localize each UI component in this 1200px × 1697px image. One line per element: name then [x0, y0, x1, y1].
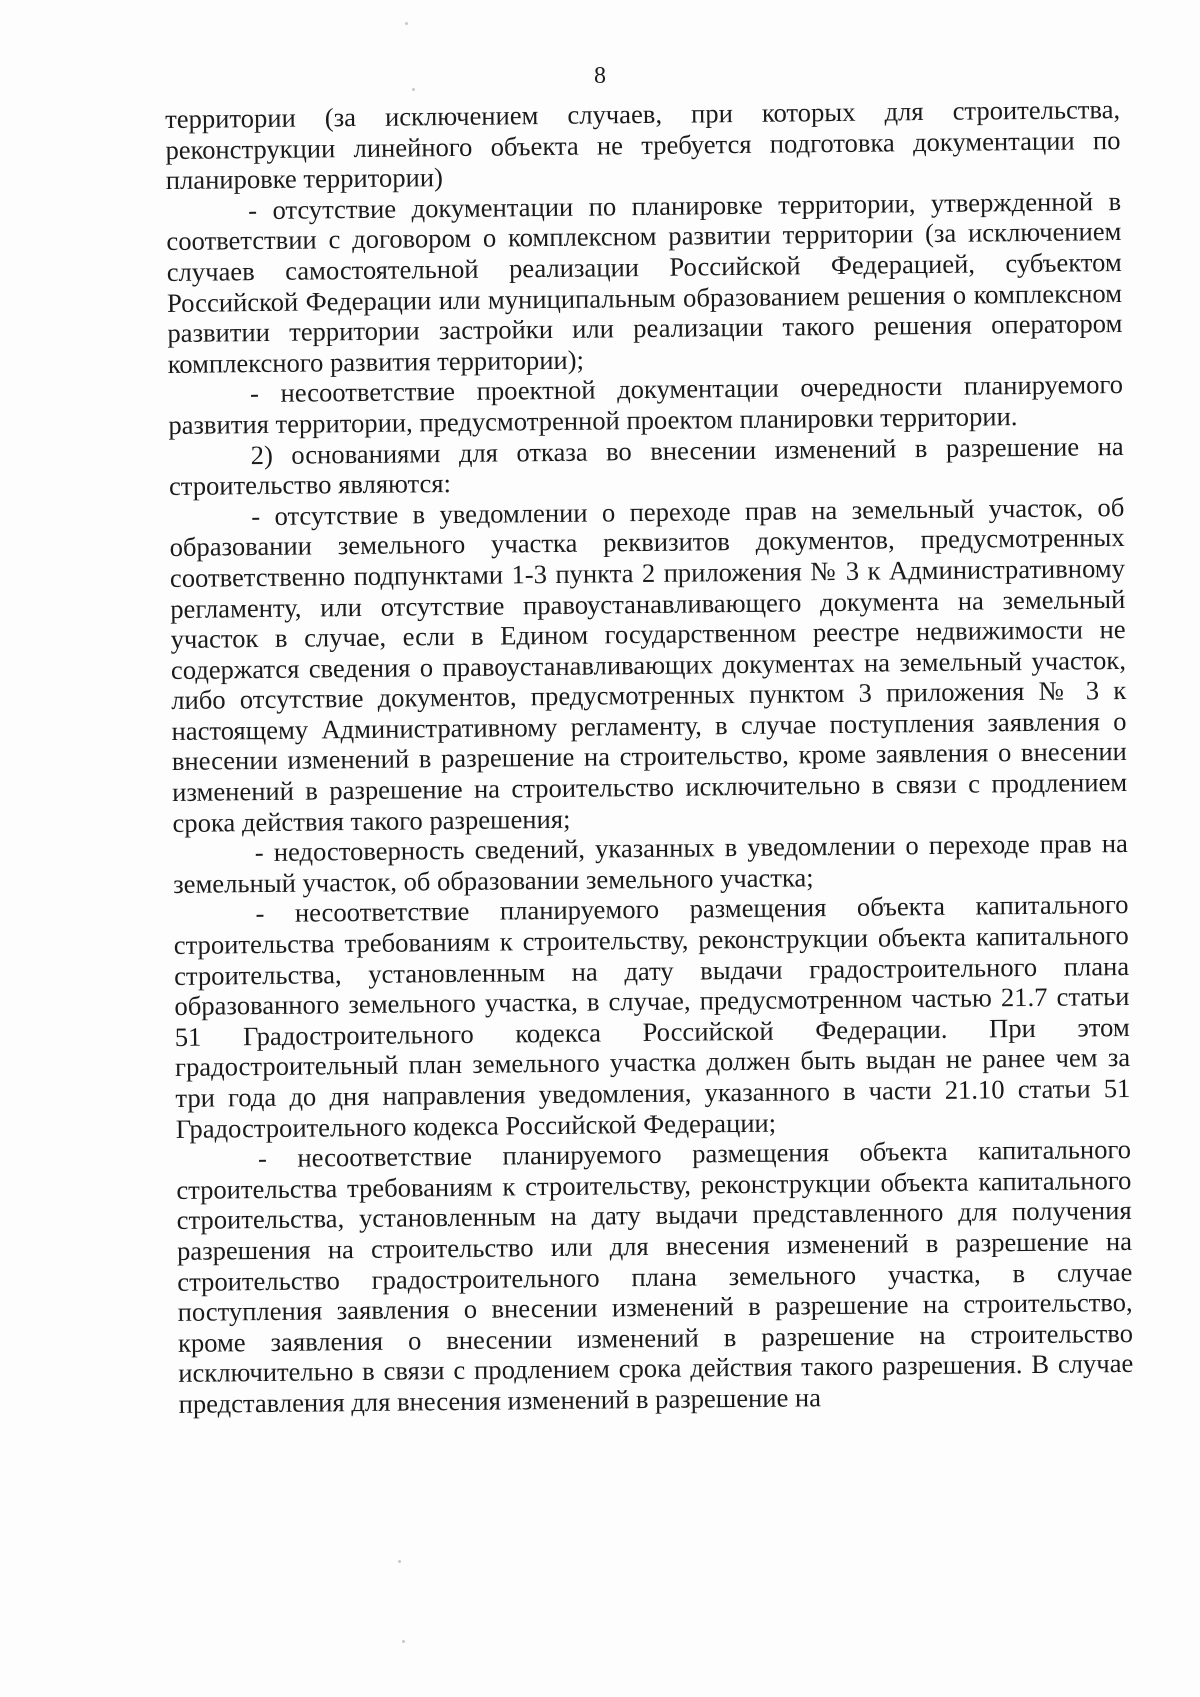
- paragraph-nonconformity-formed-plot: - несоответствие планируемого размещения объекта капитального строительства требованиям к строительству, реконструкции объекта капитального строительства, установленным на дату выдачи градостроительного плана образованного земельного участка, в случае, предусмотренном частью 21.7 статьи 51 Градостроительного кодекса Российской Федерации. При этом градостроительный план земельного участка должен быть выдан не ранее чем за три года до дня направления уведомления, указанного в части 21.10 статьи 51 Градостроительного кодекса Российской Федерации;: [173, 889, 1131, 1144]
- paragraph-grounds-refusal: 2) основаниями для отказа во внесении изменений в разрешение на строительство являются:: [168, 430, 1124, 502]
- paragraph-planning-order: - несоответствие проектной документации очередности планируемого развития территории, предусмотренной проектом планировки территории.: [168, 369, 1124, 440]
- scan-speck: [412, 88, 415, 91]
- scan-speck: [405, 22, 408, 25]
- paragraph-no-planning-docs: - отсутствие документации по планировке территории, утвержденной в соответствии с договором о комплексном развитии территории (за исключением случаев самостоятельной реализации Российской Федерацией, субъектом Российской Федерации или муниципальным образованием решения о комплексном развитии территории застройки или реализации такого решения оператором комплексного развития территории);: [166, 185, 1123, 379]
- page-number: 8: [594, 63, 606, 89]
- scan-speck: [398, 1560, 401, 1563]
- document-body: [165, 94, 1134, 1419]
- paragraph-nonconformity-plan: - несоответствие планируемого размещения объекта капитального строительства требованиям к строительству, реконструкции объекта капитального строительства, установленным на дату выдачи представленного для получения разрешения на строительство или для внесения изменений в разрешение на строительство градостроительного плана земельного участка, в случае поступления заявления о внесении изменений в разрешение на строительство, кроме заявления о внесении изменений в разрешение на строительство исключительно в связи с продлением срока действия такого разрешения. В случае представления для внесения изменений в разрешение на: [176, 1134, 1134, 1419]
- paragraph-continuation: территории (за исключением случаев, при которых для строительства, реконструкции линейного объекта не требуется подготовка документации по планировке территории): [165, 93, 1121, 196]
- scan-speck: [402, 1640, 405, 1643]
- paragraph-inaccurate-info: - недостоверность сведений, указанных в уведомлении о переходе прав на земельный участок, об образовании земельного участка;: [173, 828, 1128, 899]
- paragraph-missing-details: - отсутствие в уведомлении о переходе прав на земельный участок, об образовании земельного участка реквизитов документов, предусмотренных соответственно подпунктами 1-3 пункта 2 приложения № 3 к Административному регламенту, или отсутствие правоустанавливающего документа на земельный участок в случае, если в Едином государственном реестре недвижимости не содержатся сведения о правоустанавливающих документах на земельный участок, либо отсутствие документов, предусмотренных пунктом 3 приложения № 3 к настоящему Административному регламенту, в случае поступления заявления о внесении изменений в разрешение на строительство, кроме заявления о внесении изменений в разрешение на строительство исключительно в связи с продлением срока действия такого разрешения;: [169, 491, 1128, 838]
